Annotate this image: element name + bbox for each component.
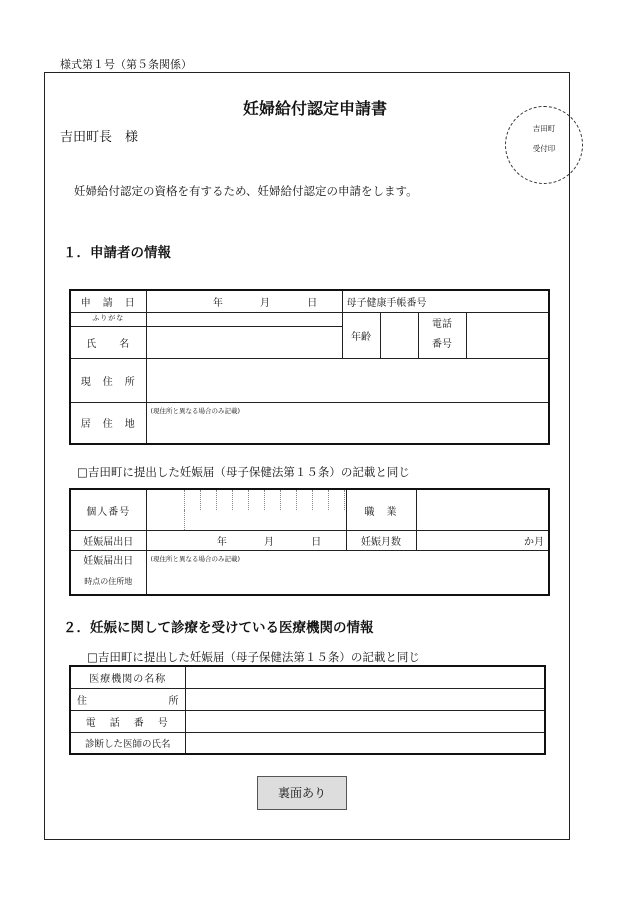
residence-note: (現住所と異なる場合のみ記載) — [150, 406, 241, 415]
mch-handbook-label: 母子健康手帳番号 — [346, 297, 427, 309]
pregnancy-notice-date-label: 妊娠届出日 — [70, 531, 146, 551]
gestation-months-field[interactable] — [416, 531, 549, 551]
notice-address-label-line2: 時点の住所地 — [84, 577, 133, 587]
age-label: 年齢 — [342, 312, 380, 358]
furigana-field[interactable] — [146, 312, 342, 326]
same-as-notice-checkbox-2[interactable]: □吉田町に提出した妊娠届（母子保健法第１５条）の記載と同じ — [87, 650, 420, 664]
stamp-line-2: 受付印 — [532, 144, 556, 153]
phone-field[interactable] — [466, 312, 549, 358]
notice-address-label — [70, 551, 146, 595]
current-address-field[interactable] — [146, 358, 549, 402]
doctor-name-field[interactable] — [185, 732, 545, 754]
institution-address-field[interactable] — [185, 688, 545, 710]
section-2-title: ２．妊娠に関して診療を受けている医療機関の情報 — [63, 620, 374, 636]
application-date-label: 申 請 日 — [70, 290, 146, 312]
phone-number-label: 電 話 番 号 — [70, 710, 185, 732]
months-unit: か月 — [524, 537, 544, 548]
receipt-stamp-area — [505, 106, 583, 184]
intro-text: 妊婦給付認定の資格を有するため、妊婦給付認定の申請をします。 — [74, 184, 418, 198]
doctor-name-label: 診断した医師の氏名 — [70, 732, 185, 754]
gestation-months-label: 妊娠月数 — [346, 531, 416, 551]
reverse-side-button[interactable]: 裏面あり — [257, 776, 347, 810]
phone-label — [418, 312, 466, 358]
furigana-label: ふりがな — [70, 312, 146, 326]
month-label: 月 — [260, 297, 270, 309]
page-title: 妊婦給付認定申請書 — [242, 99, 387, 118]
institution-name-label: 医療機関の名称 — [70, 666, 185, 688]
occupation-label: 職 業 — [346, 489, 416, 531]
name-field[interactable] — [146, 326, 342, 358]
notice-address-note: (現住所と異なる場合のみ記載) — [150, 555, 241, 563]
application-date-field[interactable] — [146, 290, 342, 312]
personal-number-field[interactable] — [146, 489, 346, 531]
institution-address-label — [70, 688, 185, 710]
residence-label: 居 住 地 — [70, 402, 146, 444]
year-label: 年 — [212, 297, 223, 309]
pregnancy-notice-date-field[interactable] — [146, 531, 346, 551]
same-as-notice-checkbox-1[interactable]: □吉田町に提出した妊娠届（母子保健法第１５条）の記載と同じ — [77, 465, 410, 479]
phone-number-field[interactable] — [185, 710, 545, 732]
day-label: 日 — [311, 537, 322, 548]
day-label: 日 — [307, 297, 318, 309]
name-label: 氏 名 — [70, 326, 146, 358]
stamp-line-1: 吉田町 — [532, 124, 556, 133]
mch-handbook-field[interactable] — [342, 290, 549, 312]
residence-field[interactable] — [146, 402, 549, 444]
pregnancy-table — [69, 488, 550, 596]
phone-label-line1: 電話 — [432, 319, 452, 330]
month-label: 月 — [264, 537, 274, 548]
phone-label-line2: 番号 — [432, 339, 452, 350]
current-address-label: 現 住 所 — [70, 358, 146, 402]
medical-institution-table — [69, 665, 546, 755]
notice-address-label-line1: 妊娠届出日 — [83, 556, 134, 568]
year-label: 年 — [216, 537, 227, 548]
addressee: 吉田町長 様 — [60, 130, 139, 145]
institution-name-field[interactable] — [185, 666, 545, 688]
applicant-table — [69, 289, 550, 445]
occupation-field[interactable] — [416, 489, 549, 531]
age-field[interactable] — [380, 312, 418, 358]
address-label-b: 所 — [168, 695, 179, 707]
address-label-a: 住 — [77, 695, 87, 707]
notice-address-field[interactable] — [146, 551, 549, 595]
personal-number-label: 個人番号 — [70, 489, 146, 531]
form-reference: 様式第１号（第５条関係） — [60, 58, 192, 71]
section-1-title: １．申請者の情報 — [63, 245, 171, 261]
